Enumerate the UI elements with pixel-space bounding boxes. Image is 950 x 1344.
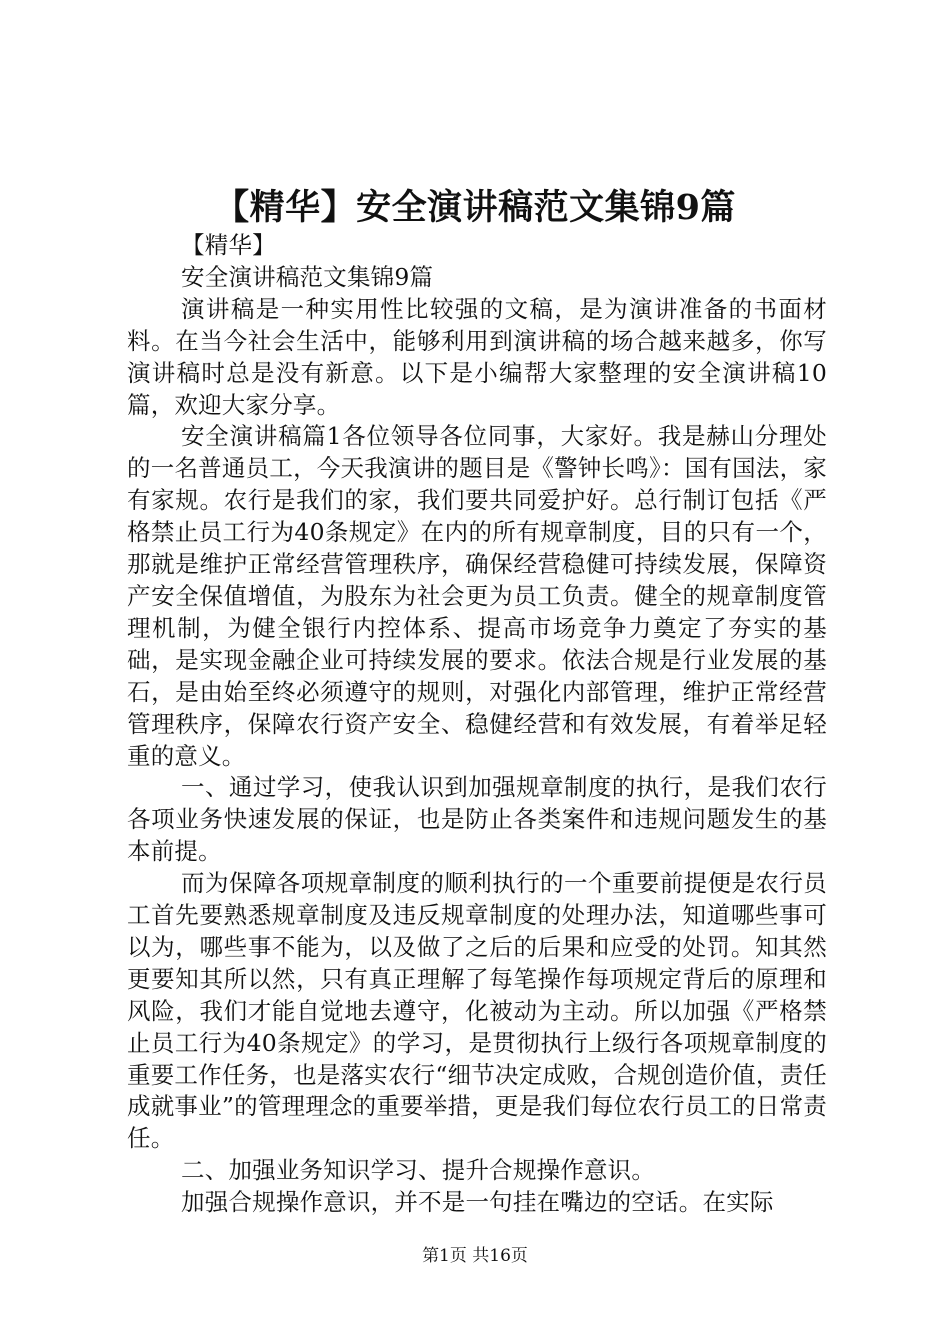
paragraph-subtitle: 安全演讲稿范文集锦9篇 bbox=[181, 262, 434, 291]
document-body bbox=[127, 230, 827, 1219]
paragraph-section-2: 二、加强业务知识学习、提升合规操作意识。 bbox=[181, 1156, 656, 1185]
paragraph-tag: 【精华】 bbox=[181, 231, 276, 259]
paragraph-body-1: 而为保障各项规章制度的顺利执行的一个重要前提便是农行员工首先要熟悉规章制度及违反规章制度的处理办法，知道哪些事可以为，哪些事不能为，以及做了之后的后果和应受的处罚。知其然更要知其所以然，只有真正理解了每笔操作每项规定背后的原理和风险，我们才能自觉地去遵守，化被动为主动。所以加强《严格禁止员工行为40条规定》的学习，是贯彻执行上级行各项规章制度的重要工作任务，也是落实农行“细节决定成败，合规创造价值，责任成就事业”的管理理念的重要举措，更是我们每位农行员工的日常责任。 bbox=[127, 869, 827, 1153]
paragraph-body-2: 加强合规操作意识，并不是一句挂在嘴边的空话。在实际 bbox=[181, 1188, 774, 1217]
paragraph-section-1: 一、通过学习，使我认识到加强规章制度的执行，是我们农行各项业务快速发展的保证，也是防止各类案件和违规问题发生的基本前提。 bbox=[127, 773, 827, 866]
document-title: 【精华】安全演讲稿范文集锦9篇 bbox=[214, 187, 736, 228]
page-footer: 第1页 共16页 bbox=[422, 1246, 528, 1266]
paragraph-speech-1: 安全演讲稿篇1各位领导各位同事，大家好。我是赫山分理处的一名普通员工，今天我演讲的题目是《警钟长鸣》：国有国法，家有家规。农行是我们的家，我们要共同爱护好。总行制订包括《严格禁止员工行为40条规定》在内的所有规章制度，目的只有一个，那就是维护正常经营管理秩序，确保经营稳健可持续发展，保障资产安全保值增值，为股东为社会更为员工负责。健全的规章制度管理机制，为健全银行内控体系、提高市场竞争力奠定了夯实的基础，是实现金融企业可持续发展的要求。依法合规是行业发展的基石，是由始至终必须遵守的规则，对强化内部管理，维护正常经营管理秩序，保障农行资产安全、稳健经营和有效发展，有着举足轻重的意义。 bbox=[127, 422, 827, 770]
paragraph-intro: 演讲稿是一种实用性比较强的文稿，是为演讲准备的书面材料。在当今社会生活中，能够利用到演讲稿的场合越来越多，你写演讲稿时总是没有新意。以下是小编帮大家整理的安全演讲稿10篇，欢迎大家分享。 bbox=[127, 294, 827, 419]
